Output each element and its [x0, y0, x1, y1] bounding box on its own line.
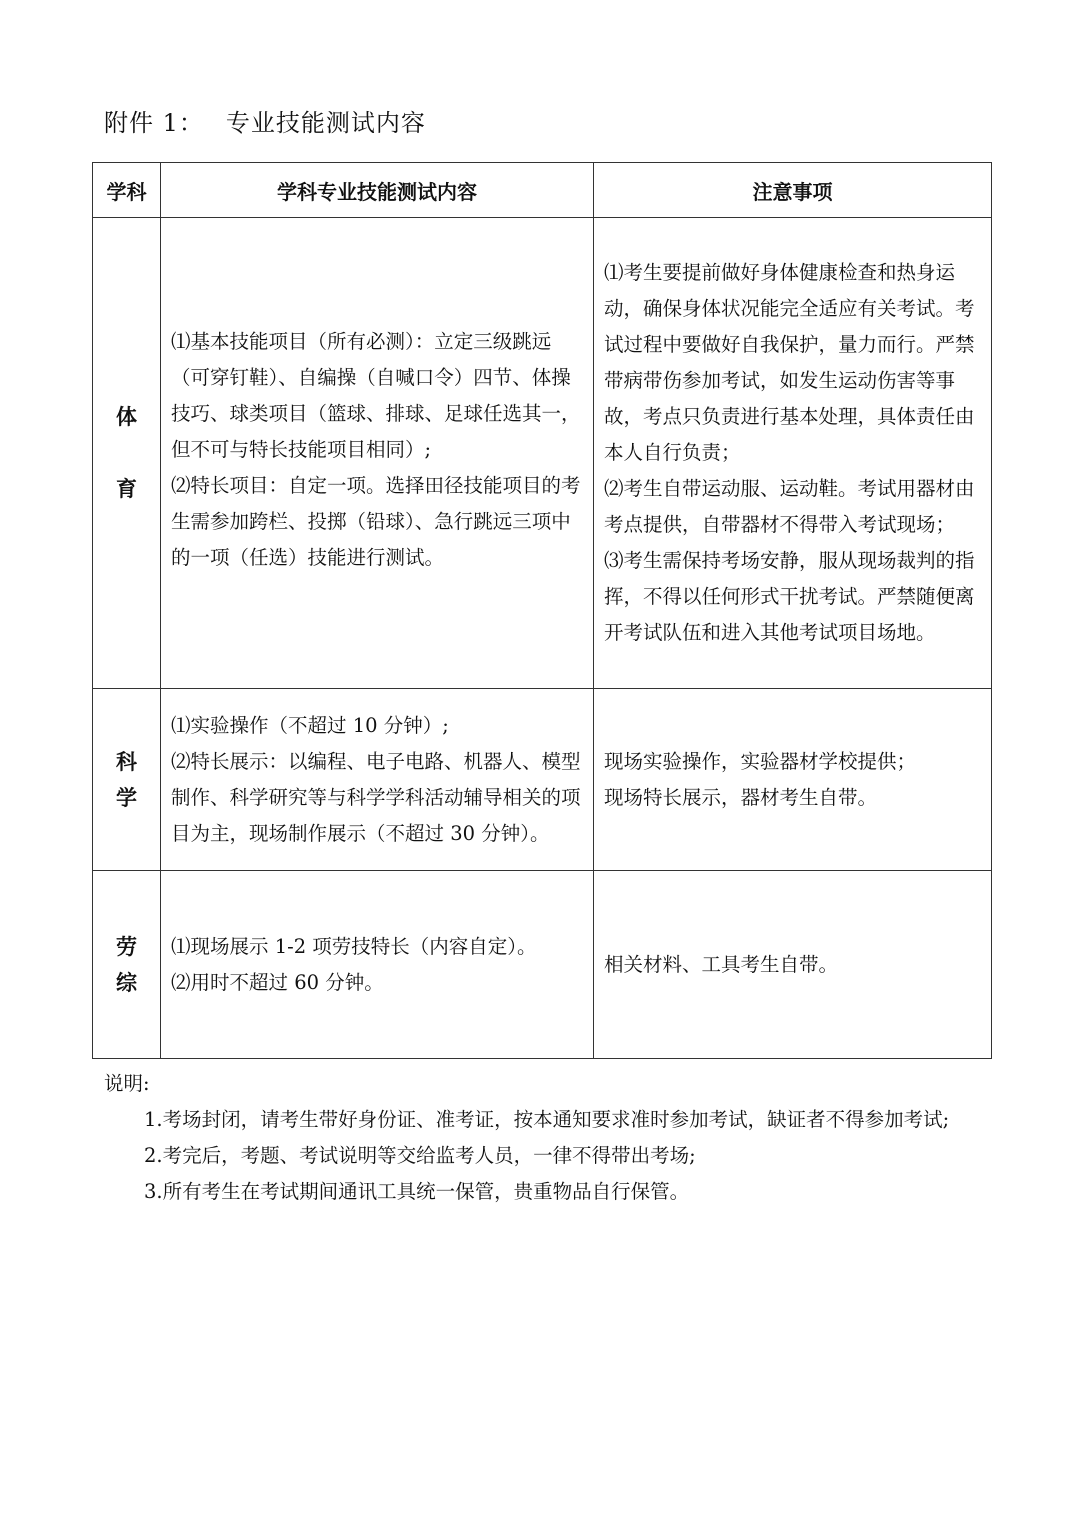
explanation-item: 1.考场封闭，请考生带好身份证、准考证，按本通知要求准时参加考试，缺证者不得参加考试; [144, 1108, 950, 1131]
explanation-item: 3.所有考生在考试期间通讯工具统一保管，贵重物品自行保管。 [144, 1180, 690, 1203]
note-item: 现场特长展示，器材考生自带。 [604, 785, 878, 809]
table-row-science [93, 689, 992, 871]
explanation-heading: 说明: [104, 1072, 150, 1095]
subject-cell [93, 871, 161, 1059]
table-row-pe [93, 218, 992, 689]
notes-cell [594, 871, 992, 1059]
subject-char: 综 [116, 969, 137, 995]
note-item: 相关材料、工具考生自带。 [604, 952, 839, 976]
content-item: ⑵特长展示：以编程、电子电路、机器人、模型制作、科学研究等与科学学科活动辅导相关的项目为主，现场制作展示（不超过 30 分钟）。 [171, 749, 581, 845]
note-item: ⑴考生要提前做好身体健康检查和热身运动，确保身体状况能完全适应有关考试。考试过程中要做好自我保护，量力而行。严禁带病带伤参加考试，如发生运动伤害等事故，考点只负责进行基本处理，具体责任由本人自行负责； [604, 261, 975, 464]
subject-cell [93, 689, 161, 871]
subject-char: 体 [116, 404, 137, 429]
note-item: ⑶考生需保持考场安静，服从现场裁判的指挥，不得以任何形式干扰考试。严禁随便离开考试队伍和进入其他考试项目场地。 [604, 549, 975, 644]
title-prefix: 附件 1： [104, 109, 204, 137]
note-item: 现场实验操作，实验器材学校提供； [604, 749, 917, 773]
content-cell [161, 218, 594, 689]
header-content: 学科专业技能测试内容 [161, 163, 594, 218]
subject-char: 劳 [116, 933, 137, 959]
subject-char: 育 [116, 476, 137, 501]
header-subject: 学科 [93, 163, 161, 218]
content-item: ⑴实验操作（不超过 10 分钟）; [171, 713, 449, 737]
note-item: ⑵考生自带运动服、运动鞋。考试用器材由考点提供，自带器材不得带入考试现场； [604, 477, 975, 536]
content-cell [161, 689, 594, 871]
table-header-row [93, 163, 992, 218]
notes-cell [594, 689, 992, 871]
notes-cell [594, 218, 992, 689]
content-item: ⑵用时不超过 60 分钟。 [171, 970, 384, 994]
subject-char: 学 [116, 784, 137, 810]
content-item: ⑴基本技能项目（所有必测）：立定三级跳远（可穿钉鞋）、自编操（自喊口令）四节、体操技巧、球类项目（篮球、排球、足球任选其一，但不可与特长技能项目相同）; [171, 330, 581, 461]
title-text: 专业技能测试内容 [225, 109, 426, 137]
requirements-table [92, 162, 992, 1059]
subject-char: 科 [116, 748, 137, 774]
table-row-labor [93, 871, 992, 1059]
content-item: ⑵特长项目：自定一项。选择田径技能项目的考生需参加跨栏、投掷（铅球）、急行跳远三项中的一项（任选）技能进行测试。 [171, 474, 581, 569]
explanation-section [104, 1066, 984, 1210]
content-item: ⑴现场展示 1-2 项劳技特长（内容自定）。 [171, 934, 537, 958]
explanation-item: 2.考完后，考题、考试说明等交给监考人员，一律不得带出考场; [144, 1144, 696, 1167]
subject-cell [93, 218, 161, 689]
content-cell [161, 871, 594, 1059]
document-title [104, 104, 426, 142]
header-notes: 注意事项 [594, 163, 992, 218]
